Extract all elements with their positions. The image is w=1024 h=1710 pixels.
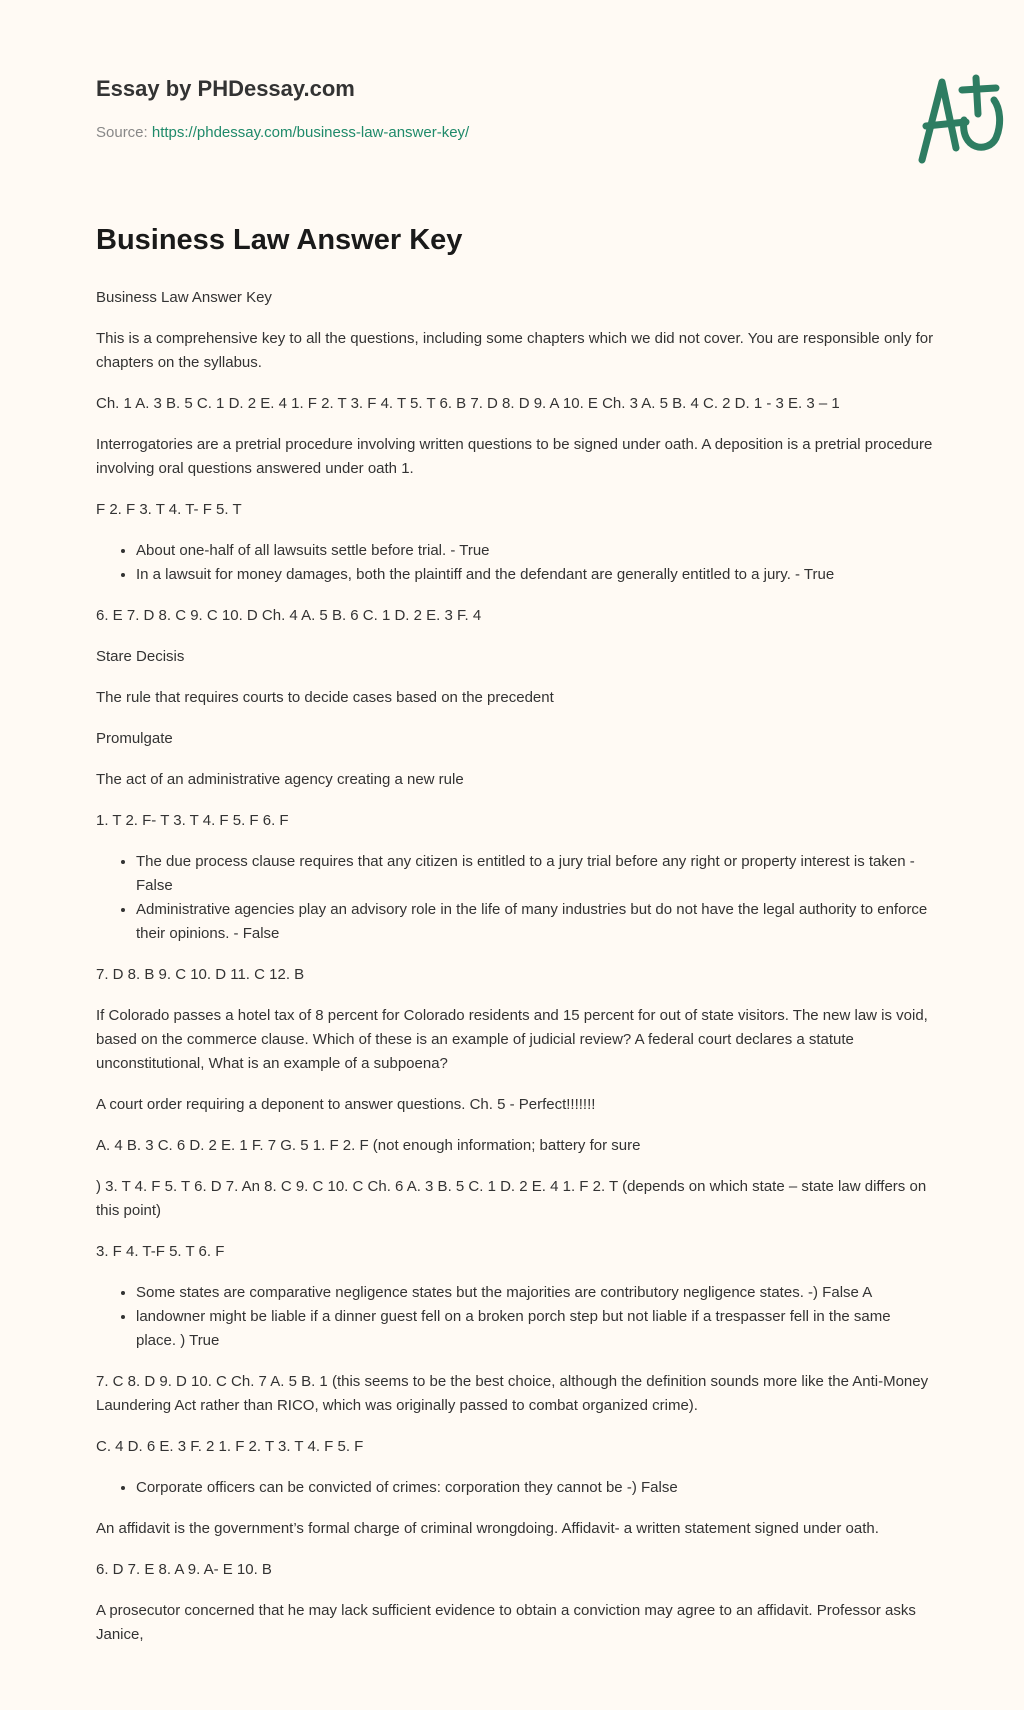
paragraph: 6. D 7. E 8. A 9. A- E 10. B bbox=[96, 1561, 272, 1578]
bullet-list bbox=[96, 850, 934, 946]
paragraph: A prosecutor concerned that he may lack sufficient evidence to obtain a conviction may agree to an affidavit. Professor asks Janice, bbox=[96, 1602, 916, 1643]
bullet-list bbox=[96, 1281, 934, 1353]
list-item: • About one-half of all lawsuits settle before trial. - True bbox=[136, 539, 934, 563]
paragraph: F 2. F 3. T 4. T- F 5. T bbox=[96, 501, 242, 518]
source-label: Source: bbox=[96, 124, 148, 141]
list-item: • In a lawsuit for money damages, both the plaintiff and the defendant are generally entitled to a jury. - True bbox=[136, 563, 934, 587]
site-brand: Essay by PHDessay.com bbox=[96, 76, 355, 101]
paragraph: The act of an administrative agency creating a new rule bbox=[96, 771, 464, 788]
paragraph: Ch. 1 A. 3 B. 5 C. 1 D. 2 E. 4 1. F 2. T 3. F 4. T 5. T 6. B 7. D 8. D 9. A 10. E Ch. 3 A. 5 B. 4 C. 2 D. 1 - 3 E. 3 – 1 bbox=[96, 395, 840, 412]
source-line bbox=[96, 124, 469, 141]
paragraph: The rule that requires courts to decide cases based on the precedent bbox=[96, 689, 554, 706]
paragraph: Stare Decisis bbox=[96, 648, 185, 665]
list-item: • Some states are comparative negligence states but the majorities are contributory negligence states. -) False A bbox=[136, 1281, 934, 1305]
paragraph: Interrogatories are a pretrial procedure involving written questions to be signed under oath. A deposition is a pretrial procedure involving oral questions answered under oath 1. bbox=[96, 436, 933, 477]
paragraph: 3. F 4. T-F 5. T 6. F bbox=[96, 1243, 225, 1260]
paragraph: A court order requiring a deponent to answer questions. Ch. 5 - Perfect!!!!!!! bbox=[96, 1096, 596, 1113]
paragraph: ) 3. T 4. F 5. T 6. D 7. An 8. C 9. C 10. C Ch. 6 A. 3 B. 5 C. 1 D. 2 E. 4 1. F 2. T (depends on which state – state law differs on this point) bbox=[96, 1178, 927, 1219]
paragraph: 7. C 8. D 9. D 10. C Ch. 7 A. 5 B. 1 (this seems to be the best choice, although the definition sounds more like the Anti-Money Laundering Act rather than RICO, which was originally passed to combat organized crime). bbox=[96, 1373, 929, 1414]
bullet-list bbox=[96, 539, 934, 587]
paragraph: This is a comprehensive key to all the questions, including some chapters which we did not cover. You are responsible only for chapters on the syllabus. bbox=[96, 330, 934, 371]
paragraph: C. 4 D. 6 E. 3 F. 2 1. F 2. T 3. T 4. F 5. F bbox=[96, 1438, 364, 1455]
list-item: • landowner might be liable if a dinner guest fell on a broken porch step but not liable if a trespasser fell in the same place. ) True bbox=[136, 1305, 934, 1353]
list-item: • Corporate officers can be convicted of crimes: corporation they cannot be -) False bbox=[136, 1476, 934, 1500]
paragraph: 7. D 8. B 9. C 10. D 11. C 12. B bbox=[96, 966, 305, 983]
paragraph: A. 4 B. 3 C. 6 D. 2 E. 1 F. 7 G. 5 1. F 2. F (not enough information; battery for sure bbox=[96, 1137, 641, 1154]
page-title: Business Law Answer Key bbox=[96, 224, 463, 256]
paragraph: 1. T 2. F- T 3. T 4. F 5. F 6. F bbox=[96, 812, 289, 829]
source-link[interactable]: https://phdessay.com/business-law-answer-key/ bbox=[151, 124, 470, 141]
paragraph: An affidavit is the government’s formal charge of criminal wrongdoing. Affidavit- a written statement signed under oath. bbox=[96, 1520, 879, 1537]
bullet-list bbox=[96, 1476, 934, 1500]
paragraph: 6. E 7. D 8. C 9. C 10. D Ch. 4 A. 5 B. 6 C. 1 D. 2 E. 3 F. 4 bbox=[96, 607, 482, 624]
list-item: • The due process clause requires that any citizen is entitled to a jury trial before any right or property interest is taken - False bbox=[136, 850, 934, 898]
list-item: • Administrative agencies play an advisory role in the life of many industries but do not have the legal authority to enforce their opinions. - False bbox=[136, 898, 934, 946]
paragraph: If Colorado passes a hotel tax of 8 percent for Colorado residents and 15 percent for out of state visitors. The new law is void, based on the commerce clause. Which of these is an example of judicial review? A federal court declares a statute unconstitutional, What is an example of a subpoena? bbox=[96, 1007, 928, 1072]
a-plus-logo-icon bbox=[914, 68, 1024, 168]
paragraph: Business Law Answer Key bbox=[96, 289, 272, 306]
paragraph: Promulgate bbox=[96, 730, 173, 747]
essay-body bbox=[96, 286, 934, 1664]
